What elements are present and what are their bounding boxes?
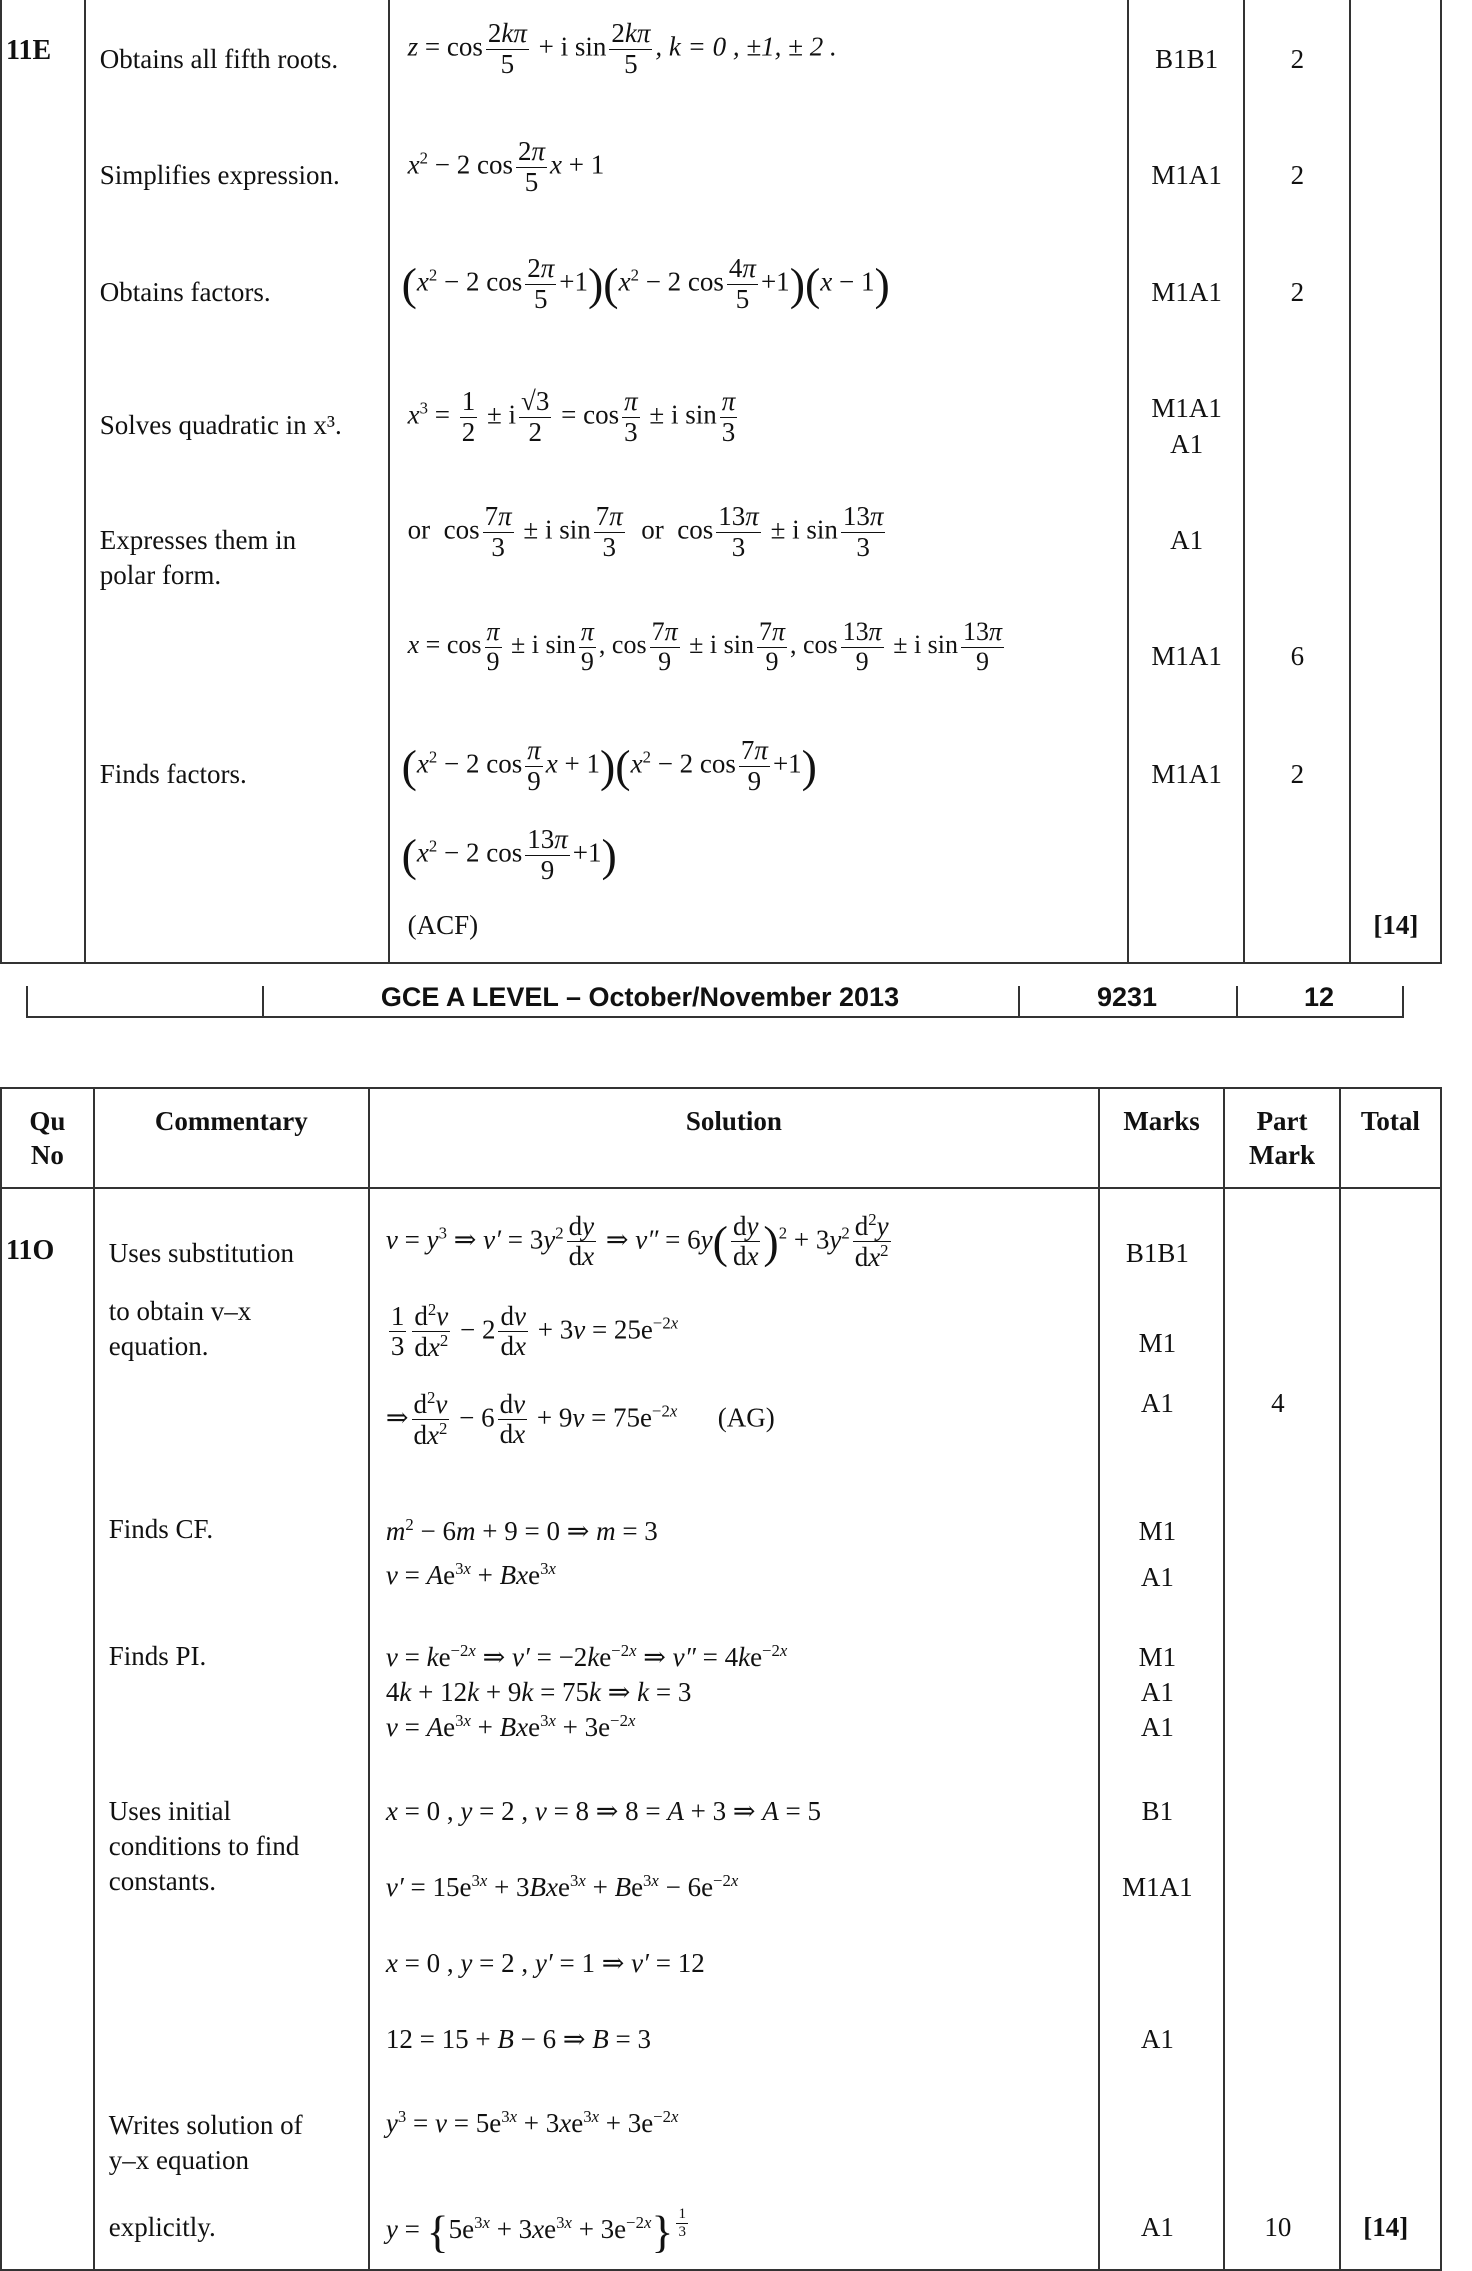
total-mark: [14] — [1363, 2211, 1409, 2242]
part-mark: 4 — [1271, 1387, 1285, 1418]
total-column — [1340, 1188, 1441, 2270]
part-mark: 2 — [1290, 759, 1305, 789]
mark-m1a1: M1A1 — [1151, 641, 1222, 671]
solution-pi-k: 4k + 12k + 9k = 75k ⇒ k = 3 — [385, 1676, 692, 1707]
mark: A1 — [1140, 2211, 1174, 2242]
marks-column — [1128, 0, 1244, 963]
commentary-column — [94, 1188, 369, 2270]
solution-find-a: x = 0 , y = 2 , v = 8 ⇒ 8 = A + 3 ⇒ A = 5 — [385, 1795, 821, 1826]
commentary-simplify: Simplifies expression. — [99, 160, 340, 190]
header-solution: Solution — [369, 1088, 1099, 1188]
mark: A1 — [1140, 1387, 1174, 1418]
solution-polar: or cos $\frac{7\pi}{3}$ ± i sin $\frac{7\pi}{3}$ or cos $\frac{13\pi}{3}$ ± i sin $\frac{13\pi}{3}$ — [407, 501, 884, 562]
commentary-line: Uses substitution — [108, 1237, 295, 1268]
header-total: Total — [1340, 1088, 1441, 1188]
bottom-mark-table — [0, 1087, 1442, 2271]
mark: A1 — [1140, 2023, 1174, 2054]
total-column — [1350, 0, 1441, 963]
commentary-line: to obtain v–x — [108, 1295, 252, 1326]
question-number: 11E — [6, 35, 52, 66]
solution-final-factors-2: ($x^2 - 2$ cos $\frac{13\pi}{9}$ +1) — [401, 824, 617, 885]
mark-b1b1: B1B1 — [1155, 44, 1219, 74]
top-mark-table — [0, 0, 1442, 964]
part-mark: 2 — [1290, 160, 1305, 190]
total-mark: [14] — [1373, 910, 1419, 940]
footer-exam: GCE A LEVEL – October/November 2013 — [380, 982, 900, 1012]
solution-factors: ($x^2 - 2$ cos $\frac{2\pi}{5}$ $+1)(x^2 - 2$ cos $\frac{4\pi}{5}$ +1)(x − 1) — [401, 253, 890, 314]
solution-v-equation-ag: ⇒ $\frac{d^2v}{dx^2}$ − 6 $\frac{dv}{dx}$ + $9v = 75e^{-2x}$ (AG) — [385, 1387, 775, 1451]
commentary-factors: Obtains factors. — [99, 277, 271, 307]
commentary-finds-factors: Finds factors. — [99, 759, 247, 789]
solution-ninth-roots: x = cos $\frac{\pi}{9}$ ± i sin $\frac{\pi}{9}$ , cos $\frac{7\pi}{9}$ ± i sin $\frac{7\pi}{9}$ , cos $\frac{13\pi}{9}$ ± i sin $\frac{13\pi}{9}$ — [407, 617, 1003, 676]
mark-m1a1: M1A1 — [1151, 393, 1222, 423]
commentary-line: Uses initial — [108, 1795, 231, 1826]
mark: M1 — [1138, 1327, 1177, 1358]
mark-a1: A1 — [1170, 429, 1204, 459]
mark-a1: A1 — [1170, 525, 1204, 555]
solution-acf: (ACF) — [407, 910, 479, 940]
part-mark: 10 — [1264, 2211, 1292, 2242]
part-mark: 2 — [1290, 44, 1305, 74]
part-mark: 6 — [1290, 641, 1305, 671]
header-part-mark: Part Mark — [1224, 1088, 1339, 1188]
commentary-line: conditions to find — [108, 1830, 300, 1861]
header-qu: Qu No — [1, 1088, 94, 1188]
mark: A1 — [1140, 1711, 1174, 1742]
mark-m1a1: M1A1 — [1151, 277, 1222, 307]
solution-final-factors-1: ($x^2 - 2$ cos $\frac{\pi}{9}$ $x + 1)(x^2 - 2$ cos $\frac{7\pi}{9}$ +1) — [401, 735, 817, 796]
solution-substitution: $v = y^3$ ⇒ $v' = 3y^2$ $\frac{dy}{dx}$ ⇒ v″ = 6y( $\frac{dy}{dx}$ )$^2 + 3y^2$ $\frac{d^2y}{dx^2}$ — [385, 1209, 889, 1273]
page-footer — [26, 982, 1404, 1018]
roots-tail: , k = 0 , ±1, ± 2 . — [655, 31, 837, 62]
question-number: 11O — [6, 1234, 55, 1266]
question-number-cell — [1, 1188, 94, 2270]
solution-pi-trial: $v = ke^{-2x}$ ⇒ $v' = -2ke^{-2x}$ ⇒ $v'' = 4ke^{-2x}$ — [385, 1640, 788, 1672]
commentary-roots: Obtains all fifth roots. — [99, 44, 339, 74]
commentary-line: Finds PI. — [108, 1640, 207, 1671]
solution-y-cubed: $y^3 = v = 5e^{3x} + 3xe^{3x} + 3e^{-2x}$ — [385, 2106, 679, 2138]
commentary-line: explicitly. — [108, 2211, 216, 2242]
solution-find-b: 12 = 15 + B − 6 ⇒ B = 3 — [385, 2023, 651, 2054]
solution-initial-derivative: x = 0 , y = 2 , y′ = 1 ⇒ v′ = 12 — [385, 1947, 705, 1978]
solution-general: $v = Ae^{3x} + Bxe^{3x} + 3e^{-2x}$ — [385, 1710, 636, 1742]
mark: A1 — [1140, 1676, 1174, 1707]
commentary-line: y–x equation — [108, 2144, 249, 2175]
part-mark-column — [1224, 1188, 1339, 2270]
commentary-line: constants. — [108, 1865, 216, 1896]
mark: M1 — [1138, 1641, 1177, 1672]
commentary-line: equation. — [108, 1330, 209, 1361]
header-commentary: Commentary — [94, 1088, 369, 1188]
solution-y-explicit: $y = \{5e^{3x} + 3xe^{3x} + 3e^{-2x}\}$ $^{\frac{1}{3}}$ — [385, 2205, 686, 2257]
mark: M1 — [1138, 1515, 1177, 1546]
solution-cf: $v = Ae^{3x} + Bxe^{3x}$ — [385, 1558, 556, 1590]
commentary-line: Writes solution of — [108, 2109, 303, 2140]
solution-column — [369, 1188, 1099, 2270]
footer-syllabus: 9231 — [1096, 982, 1158, 1012]
commentary-column — [85, 0, 389, 963]
mark: M1A1 — [1122, 1871, 1193, 1902]
solution-fifth-roots: z = cos $\frac{2k\pi}{5}$ + i sin $\frac{2k\pi}{5}$ , k = 0 , ±1, ± 2 . — [407, 18, 837, 79]
part-mark-column — [1244, 0, 1350, 963]
question-number-cell — [1, 0, 85, 963]
mark-m1a1: M1A1 — [1151, 160, 1222, 190]
commentary-quadratic: Solves quadratic in x³. — [99, 410, 342, 440]
solution-column — [389, 0, 1128, 963]
mark: B1 — [1141, 1795, 1174, 1826]
commentary-polar-2: polar form. — [99, 560, 222, 590]
commentary-line: Finds CF. — [108, 1513, 214, 1544]
footer-paper: 12 — [1303, 982, 1335, 1012]
commentary-polar-1: Expresses them in — [99, 525, 297, 555]
table-header-row — [1, 1088, 1441, 1188]
solution-derivative: $v' = 15e^{3x} + 3Bxe^{3x} + Be^{3x} - 6e^{-2x}$ — [385, 1870, 739, 1902]
mark-m1a1: M1A1 — [1151, 759, 1222, 789]
marks-column — [1099, 1188, 1224, 2270]
part-mark: 2 — [1290, 277, 1305, 307]
solution-simplified: $x^2 - 2$ cos $\frac{2\pi}{5}$ x + 1 — [407, 136, 605, 197]
mark: B1B1 — [1125, 1237, 1189, 1268]
solution-v-equation: $\frac{1}{3}$ $\frac{d^2v}{dx^2}$ − 2 $\frac{dv}{dx}$ + $3v = 25e^{-2x}$ — [390, 1299, 679, 1363]
solution-cf-auxiliary: $m^2 - 6m + 9 = 0$ ⇒ m = 3 — [385, 1514, 658, 1546]
header-marks: Marks — [1099, 1088, 1224, 1188]
mark: A1 — [1140, 1561, 1174, 1592]
solution-quadratic: $x^3$ = $\frac{1}{2}$ ± i $\frac{√3}{2}$ = cos $\frac{\pi}{3}$ ± i sin $\frac{\pi}{3}$ — [407, 386, 736, 447]
